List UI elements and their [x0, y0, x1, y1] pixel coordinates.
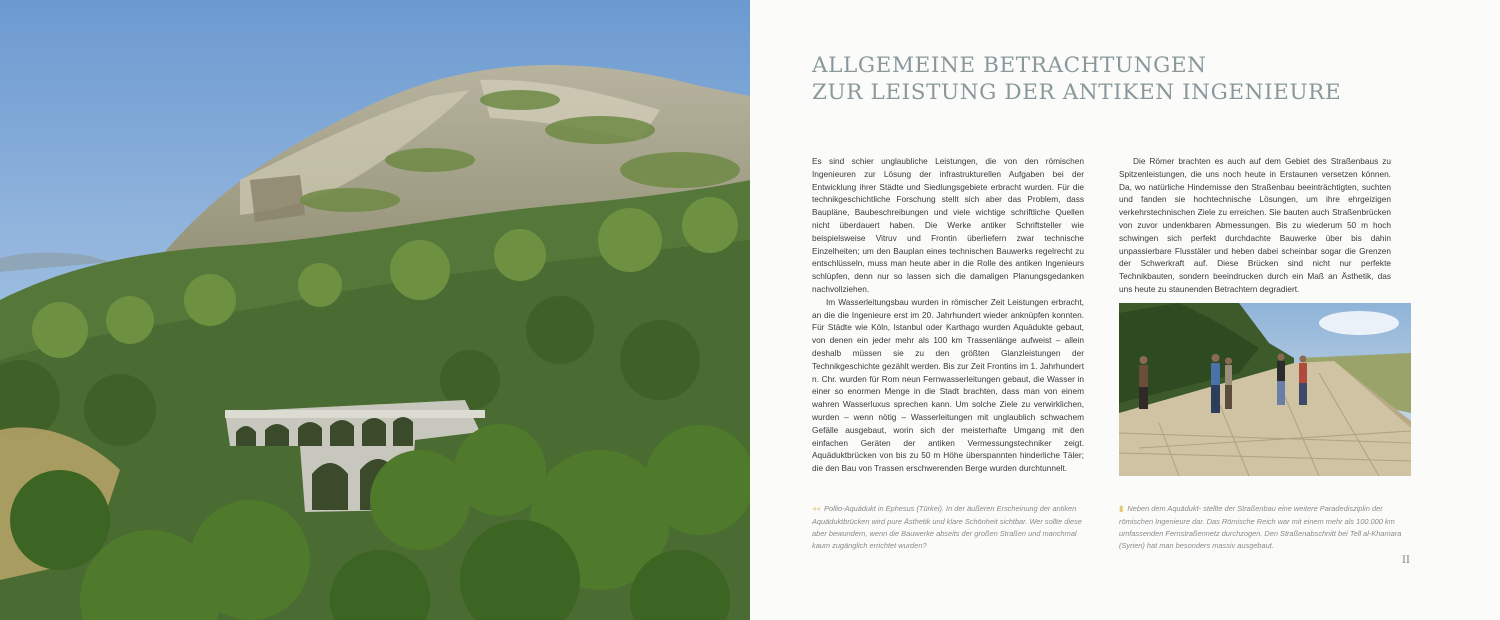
roman-road-photo — [1119, 303, 1411, 476]
right-photo-caption — [1119, 503, 1411, 552]
right-page — [750, 0, 1500, 620]
body-paragraph: Es sind schier unglaubliche Leistungen, die von den römischen Ingenieuren zur Lösung der infrastrukturellen Aufgaben bei der Entwicklung ihrer Städte und Siedlungsgebiete erbracht wurden. Für die technikgeschichtliche Forschung stellt sich aber das Problem, dass Baupläne, Baubeschreibungen und viele wichtige schriftliche Quellen nicht überdauert haben. Die Werke antiker Schriftsteller wie beispielsweise Vitruv und Frontin überliefern zwar technische Einzelheiten; um den Bauplan eines technischen Bauwerks regelrecht zu entschlüsseln, muss man heute aber in die Rolle des antiken Ingenieurs schlüpfen, denn nur so lassen sich die damaligen Planungsgedanken nachvollziehen. — [812, 156, 1084, 294]
left-photo-caption-text: Pollio-Aquädukt in Ephesus (Türkei). In der äußeren Erscheinung der antiken Aquäduktbrücken wird pure Ästhetik und klare Schönheit sichtbar. Wer sollte diese aber bewundern, wenn die Bauwerke abseits der großen Straßen und manchmal kaum zugänglich errichtet wurden? — [812, 504, 1082, 551]
chapter-heading-line-1: ALLGEMEINE BETRACHTUNGEN — [812, 53, 1207, 78]
page-number: II — [1402, 555, 1410, 566]
chapter-heading — [812, 52, 1341, 106]
text-column-left — [812, 155, 1084, 475]
caption-marker-icon: ◂◂ — [812, 504, 821, 514]
text-column-right — [1119, 155, 1391, 296]
right-photo-caption-text: Neben dem Aquädukt- stellte der Straßenbau eine weitere Paradedisziplin der römischen Ingenieure dar. Das Römische Reich war mit einem mehr als 100.000 km umfassenden Fernstraßennetz durchzogen. Den Straßenabschnitt bei Tell al-Khamara (Syrien) hat man besonders massiv ausgebaut. — [1119, 504, 1402, 551]
caption-marker-icon: ▮ — [1119, 504, 1124, 514]
left-photo-caption — [812, 503, 1088, 552]
body-paragraph: Die Römer brachten es auch auf dem Gebiet des Straßenbaus zu Spitzenleistungen, die uns noch heute in Erstaunen versetzen können. Da, wo natürliche Hindernisse den Straßenbau beeinträchtigten, suchten und fanden sie hochtechnische Lösungen, um ihre ehrgeizigen verkehrstechnischen Ziele zu erreichen. Sie bauten auch Straßenbrücken von zuvor undenkbaren Abmessungen. Bis zu wiederum 50 m hoch schwingen sich perfekt durchdachte Bauwerke über bis dahin unpassierbare Flusstäler und heben dabei scheinbar sogar die Grenzen der Schwerkraft auf. Diese Brücken sind nicht nur perfekte Technikbauten, sondern beeindrucken durch ein Maß an Ästhetik, das uns heute zu staunenden Betrachtern degradiert. — [1119, 156, 1391, 294]
chapter-heading-line-2: ZUR LEISTUNG DER ANTIKEN INGENIEURE — [812, 80, 1342, 105]
body-paragraph: Im Wasserleitungsbau wurden in römischer Zeit Leistungen erbracht, an die die Ingenieure erst im 20. Jahrhundert wieder anknüpfen konnten. Für Städte wie Köln, Istanbul oder Karthago wurden Aquädukte gebaut, von denen ein jeder mehr als 100 km Trassenlänge aufweist – allein deshalb müssen sie zu den größten Glanzleistungen der Technikgeschichte gezählt werden. Bis zur Zeit Frontins im 1. Jahrhundert n. Chr. wurden für Rom neun Fernwasserleitungen gebaut, die Wasser in einer so enormen Menge in die Stadt brachten, dass man von einem wahren Wasserluxus sprechen kann. Um solche Ziele zu verwirklichen, wurden – wenn nötig – Wasserleitungen mit unglaublich schwachem Gefälle ausgebaut, worin sich der meisterhafte Umgang mit den einfachen Geräten der antiken Vermessungstechniker zeigt. Aquäduktbrücken von bis zu 50 m Höhe überspannten hinderliche Täler; die den Bau von Trassen erschwerenden Berge wurden durchtunnelt. — [812, 296, 1084, 474]
